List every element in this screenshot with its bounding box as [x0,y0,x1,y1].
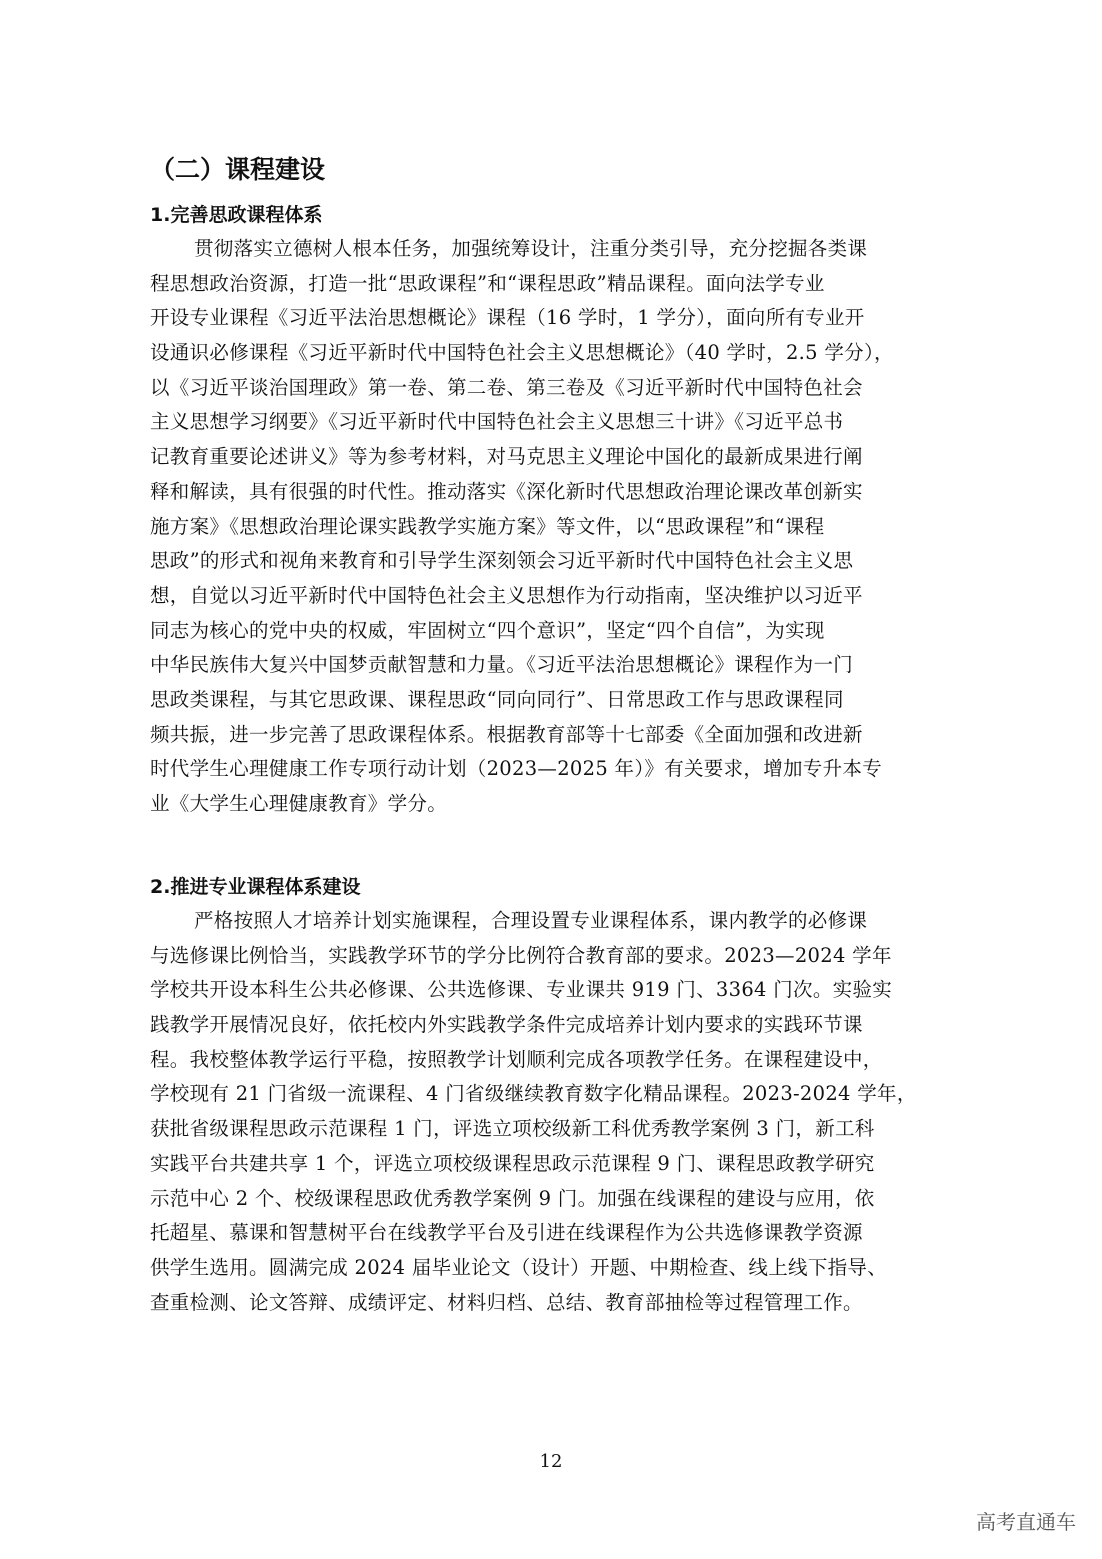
section-title: （二）课程建设 [150,155,326,184]
text-line: 开设专业课程《习近平法治思想概论》课程（16 学时，1 学分），面向所有专业开 [150,306,865,330]
text-line: 思政类课程，与其它思政课、课程思政“同向同行”、日常思政工作与思政课程同 [150,687,844,711]
text-line: 贯彻落实立德树人根本任务，加强统筹设计，注重分类引导，充分挖掘各类课 [194,237,868,260]
text-line: 程。我校整体教学运行平稳，按照教学计划顺利完成各项教学任务。在课程建设中， [150,1047,883,1071]
page-number: 12 [539,1451,563,1472]
paragraph-ideological-courses [150,232,958,822]
text-line: 思政”的形式和视角来教育和引导学生深刻领会习近平新时代中国特色社会主义思 [150,549,854,573]
text-line: 想，自觉以习近平新时代中国特色社会主义思想作为行动指南，坚决维护以习近平 [150,583,863,607]
text-line: 主义思想学习纲要》《习近平新时代中国特色社会主义思想三十讲》《习近平总书 [150,410,844,434]
text-line: 业《大学生心理健康教育》学分。 [150,792,448,815]
text-line: 频共振，进一步完善了思政课程体系。根据教育部等十七部委《全面加强和改进新 [150,722,863,746]
text-line: 学校共开设本科生公共必修课、公共选修课、专业课共 919 门、3364 门次。实验实 [150,978,893,1002]
text-line: 释和解读，具有很强的时代性。推动落实《深化新时代思想政治理论课改革创新实 [150,479,863,503]
paragraph-professional-courses [150,904,958,1320]
text-line: 践教学开展情况良好，依托校内外实践教学条件完成培养计划内要求的实践环节课 [150,1013,863,1037]
text-line: 时代学生心理健康工作专项行动计划（2023—2025 年）》有关要求，增加专升本专 [150,757,883,781]
text-line: 获批省级课程思政示范课程 1 门，评选立项校级新工科优秀教学案例 3 门，新工科 [150,1117,875,1141]
text-line: 查重检测、论文答辩、成绩评定、材料归档、总结、教育部抽检等过程管理工作。 [150,1290,863,1314]
text-line: 以《习近平谈治国理政》第一卷、第二卷、第三卷及《习近平新时代中国特色社会 [150,375,863,399]
text-line: 与选修课比例恰当，实践教学环节的学分比例符合教育部的要求。2023—2024 学年 [150,943,892,967]
text-line: 中华民族伟大复兴中国梦贡献智慧和力量。《习近平法治思想概论》课程作为一门 [150,653,854,677]
subsection-heading-2: 2.推进专业课程体系建设 [150,876,361,898]
text-line: 施方案》《思想政治理论课实践教学实施方案》等文件，以“思政课程”和“课程 [150,514,825,538]
text-line: 严格按照人才培养计划实施课程，合理设置专业课程体系，课内教学的必修课 [194,909,868,932]
text-line: 同志为核心的党中央的权威，牢固树立“四个意识”，坚定“四个自信”，为实现 [150,618,825,642]
text-line: 学校现有 21 门省级一流课程、4 门省级继续教育数字化精品课程。2023-2024 学年， [150,1082,917,1106]
text-line: 示范中心 2 个、校级课程思政优秀教学案例 9 门。加强在线课程的建设与应用，依 [150,1186,875,1210]
text-line: 记教育重要论述讲义》等为参考材料，对马克思主义理论中国化的最新成果进行阐 [150,445,863,469]
text-line: 实践平台共建共享 1 个，评选立项校级课程思政示范课程 9 门、课程思政教学研究 [150,1151,875,1175]
text-line: 托超星、慕课和智慧树平台在线教学平台及引进在线课程作为公共选修课教学资源 [150,1221,863,1245]
text-line: 程思想政治资源，打造一批“思政课程”和“课程思政”精品课程。面向法学专业 [150,271,825,295]
watermark-text: 高考直通车 [976,1510,1076,1534]
subsection-heading-1: 1.完善思政课程体系 [150,204,323,226]
text-line: 供学生选用。圆满完成 2024 届毕业论文（设计）开题、中期检查、线上线下指导、 [150,1255,888,1279]
text-line: 设通识必修课程《习近平新时代中国特色社会主义思想概论》（40 学时，2.5 学分）， [150,341,894,365]
